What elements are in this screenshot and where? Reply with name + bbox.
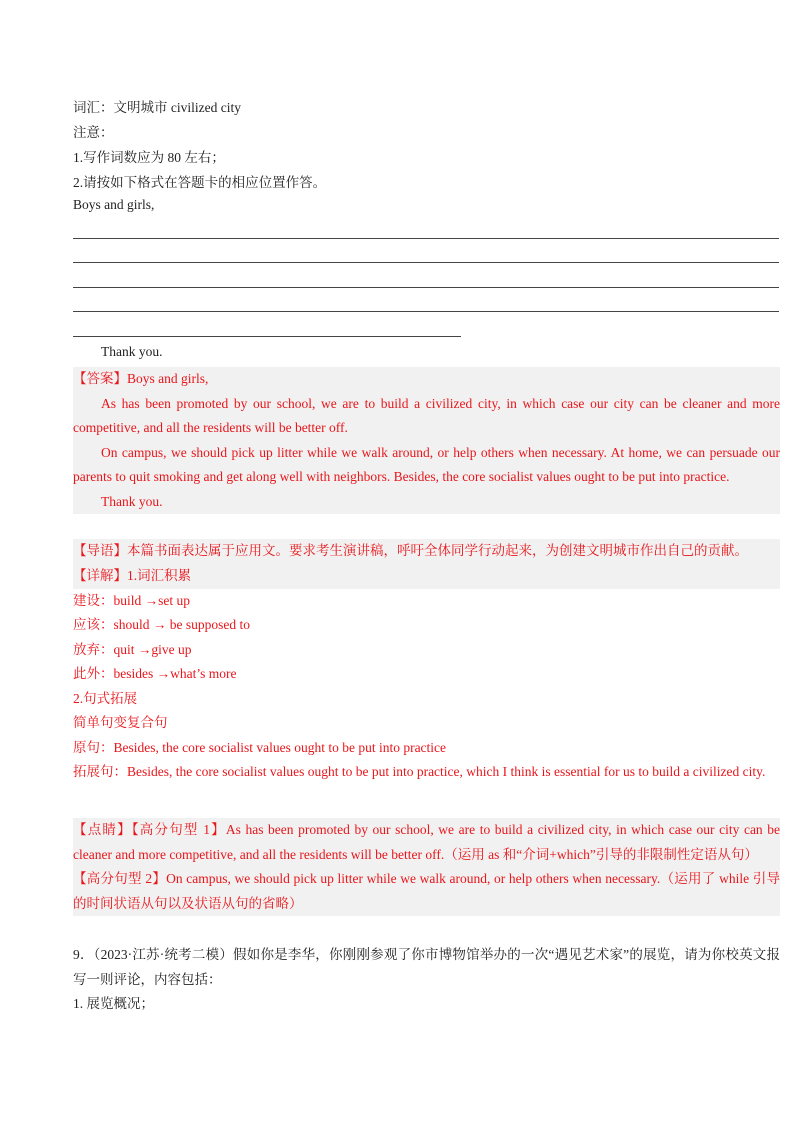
question-item-1: 1. 展览概况；: [73, 996, 154, 1011]
answer-line-3: [73, 287, 779, 288]
sentence-type-2-text: On campus, we should pick up litter while we walk around, or help others when necessary.（运用了 while 引导的时间状语从句以及状语从句的省略）: [73, 871, 781, 911]
detail-tag: 【详解】: [73, 568, 127, 583]
vocab-item: 此外：besides →what’s more: [73, 666, 237, 681]
answer-header: [73, 367, 780, 392]
closing: Thank you.: [101, 344, 163, 359]
answer-greeting: Boys and girls,: [127, 371, 209, 386]
highlight-sentence-2: [73, 867, 780, 916]
detail-section: [73, 564, 780, 785]
question-9: [73, 943, 780, 1017]
notes-label: 注意：: [73, 125, 114, 140]
vocab-item: 建设：build →set up: [73, 592, 190, 608]
note-2: 2.请按如下格式在答题卡的相应位置作答。: [73, 175, 327, 190]
vocab-item: 放弃：quit →give up: [73, 641, 192, 657]
detail-heading: 1.词汇积累: [127, 568, 192, 583]
question-text: 9．（2023·江苏·统考二模）假如你是李华，你刚刚参观了你市博物馆举办的一次“遇见艺术家”的展览，请为你校英文报写一则评论，内容包括：: [73, 947, 780, 987]
detail-header: [73, 564, 780, 589]
highlight-section: [73, 818, 780, 916]
highlight-sentence-1: [73, 818, 780, 867]
sentence-type-1-text: As has been promoted by our school, we are to build a civilized city, in which case our city can be cleaner and more competitive, and all the residents will be better off.（运用 as 和“介词+which”引导的非限制性定语从句）: [73, 822, 781, 862]
note-1: 1.写作词数应为 80 左右；: [73, 150, 225, 165]
original-sentence: 原句：Besides, the core socialist values ought to be put into practice: [73, 739, 447, 755]
vocab-line: 词汇：文明城市 civilized city: [73, 100, 241, 115]
answer-line-4: [73, 311, 779, 312]
answer-tag: 【答案】: [73, 371, 127, 386]
answer-line-2: [73, 262, 779, 263]
guide-section: [73, 539, 780, 564]
greeting: Boys and girls,: [73, 197, 155, 212]
guide-text: 本篇书面表达属于应用文。要求考生演讲稿，呼吁全体同学行动起来，为创建文明城市作出自己的贡献。: [127, 543, 748, 558]
answer-line-1: [73, 238, 779, 239]
vocab-item: 应该：should → be supposed to: [73, 617, 250, 632]
answer-line-5: [73, 336, 461, 337]
sentence-type-1-tag: 【高分句型 1】: [131, 822, 226, 837]
answer-section: [73, 367, 780, 514]
detail-subheading: 简单句变复合句: [73, 715, 168, 730]
sentence-type-2-tag: 【高分句型 2】: [73, 871, 167, 886]
guide-tag: 【导语】: [73, 543, 127, 558]
expanded-sentence: 拓展句：Besides, the core socialist values ought to be put into practice, which I think is essential for us to build a civilized city.: [73, 764, 766, 779]
answer-closing: Thank you.: [101, 493, 163, 509]
answer-paragraph-1: As has been promoted by our school, we are to build a civilized city, in which case our city can be cleaner and more competitive, and all the residents will be better off.: [73, 395, 780, 435]
detail-heading-2: 2.句式拓展: [73, 690, 138, 706]
answer-paragraph-2: On campus, we should pick up litter while we walk around, or help others when necessary. At home, we can persuade our parents to quit smoking and get along well with neighbors. Besides, the core socialist values ought to be put into practice.: [73, 444, 780, 484]
highlight-tag: 【点睛】: [73, 822, 132, 837]
